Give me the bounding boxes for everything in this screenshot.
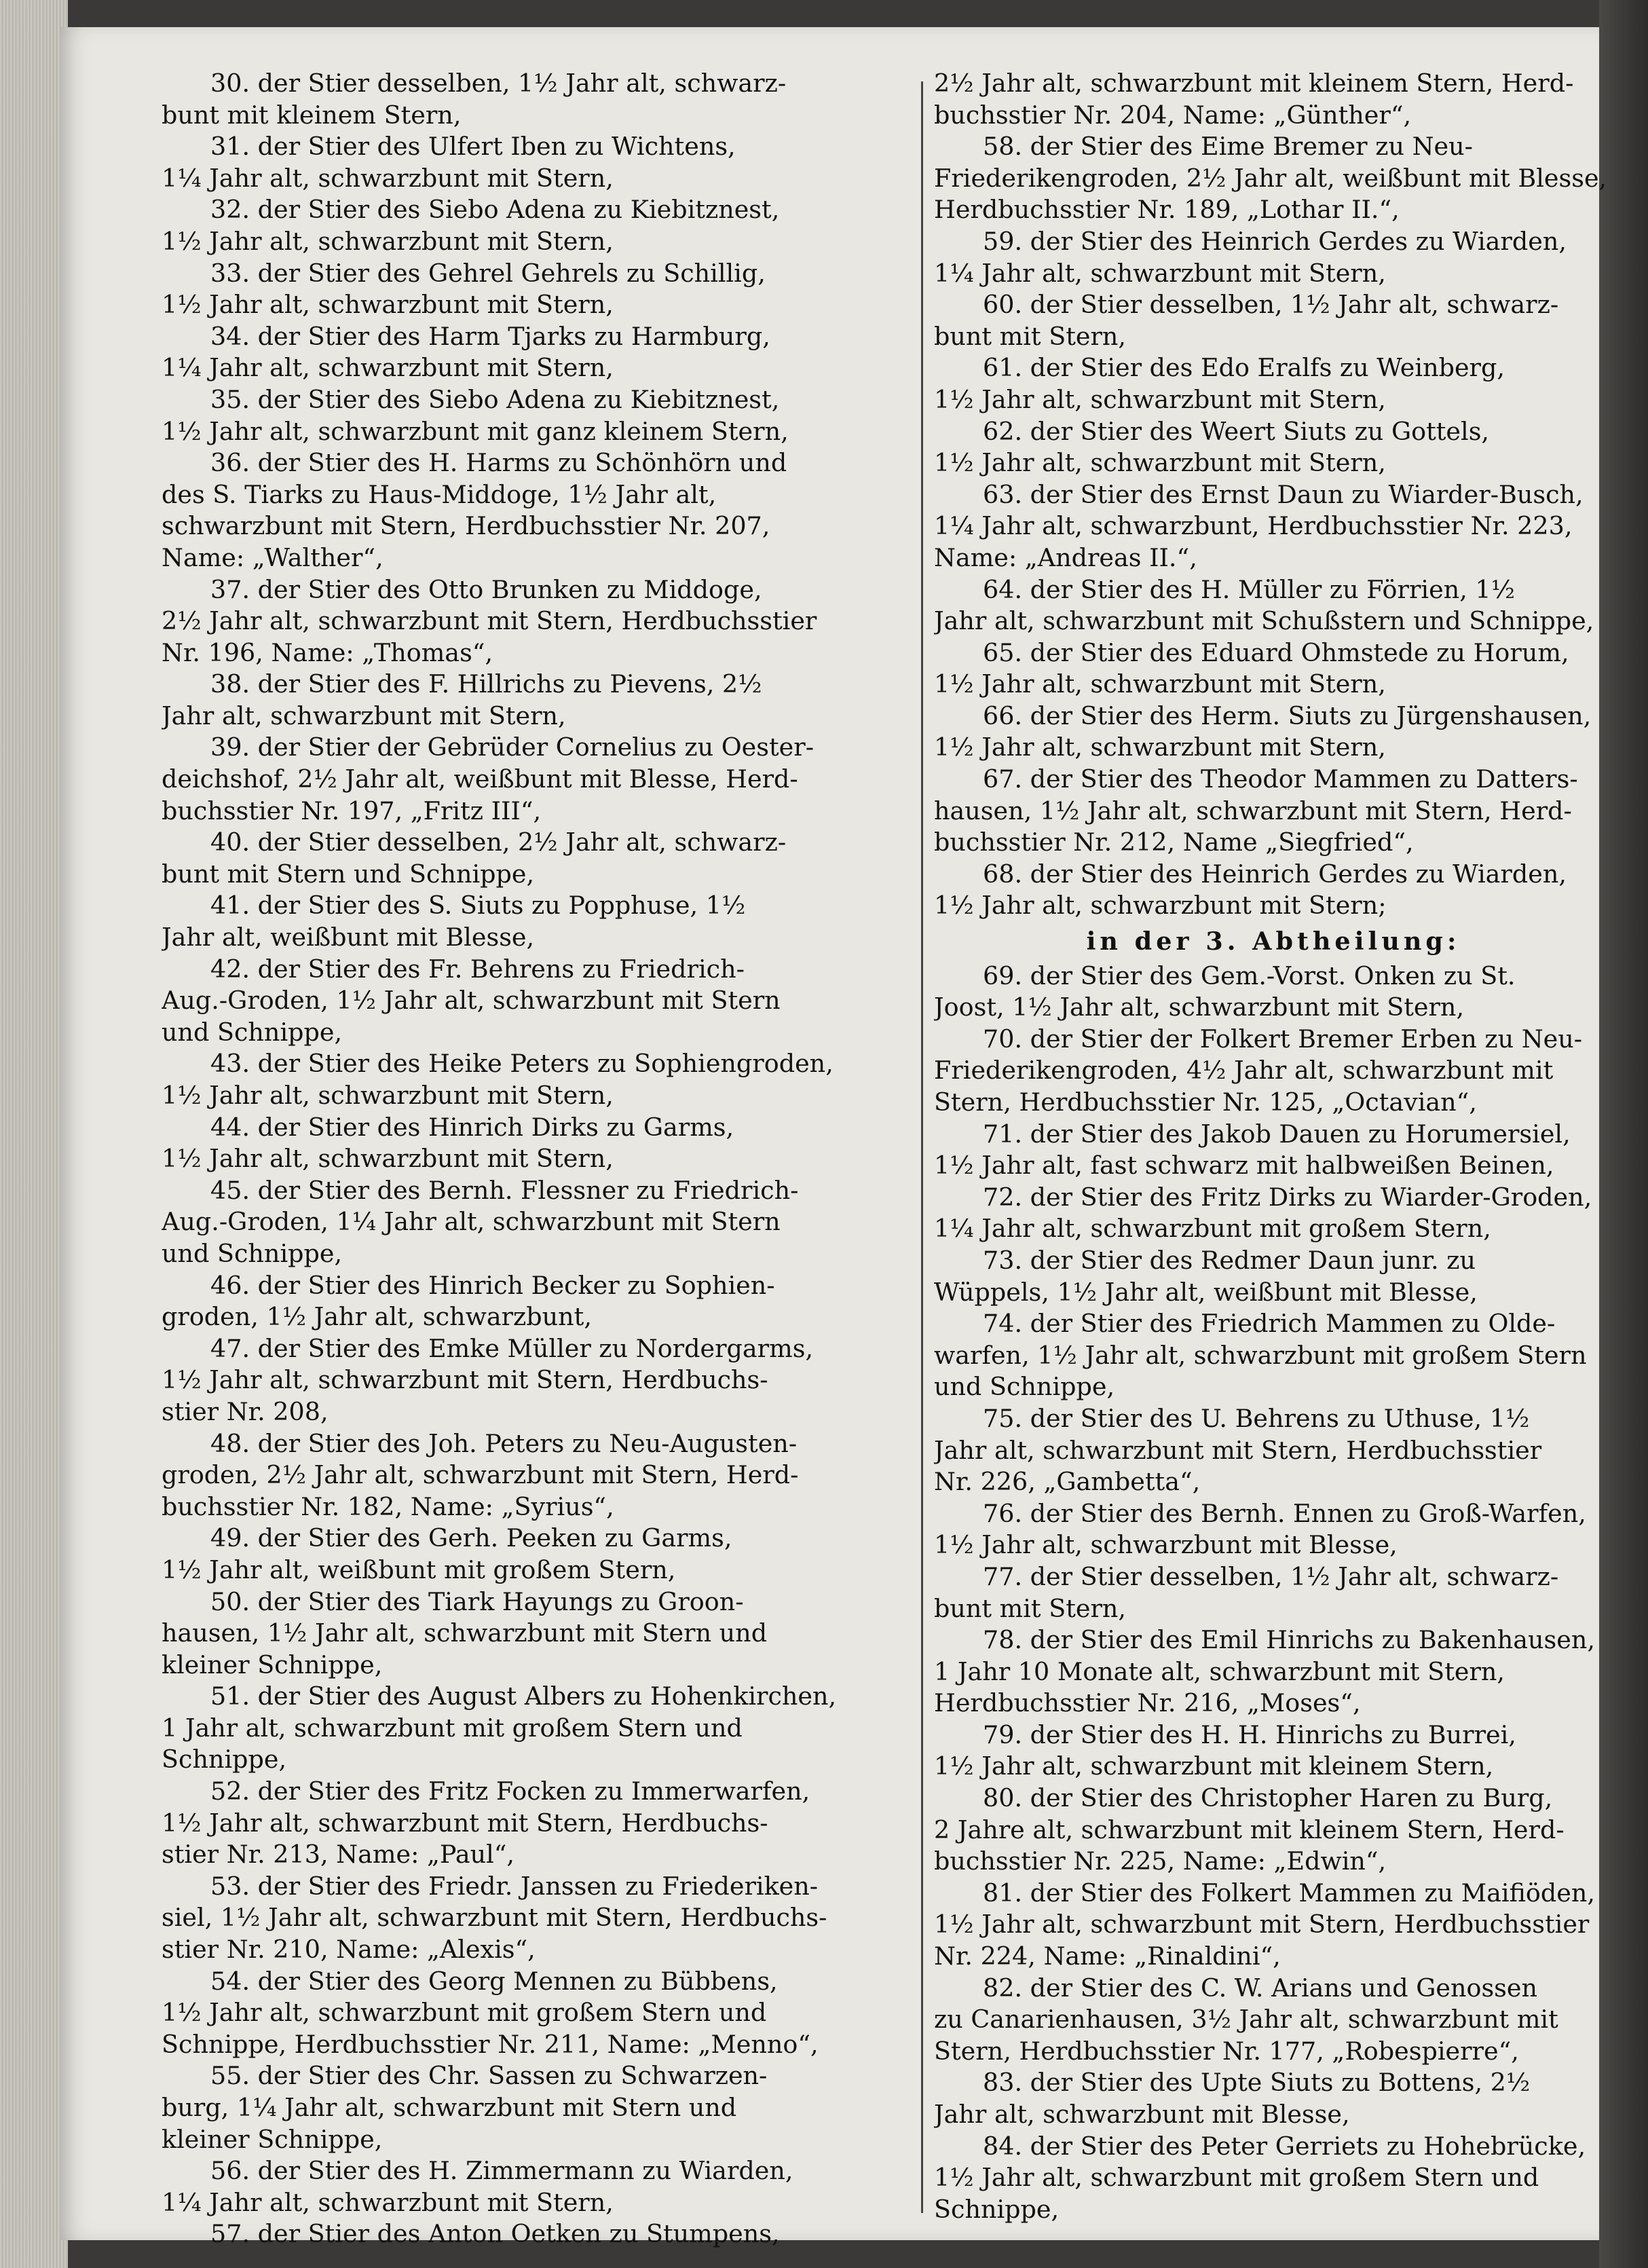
text-line: 55. der Stier des Chr. Sassen zu Schwarzen- bbox=[210, 2061, 768, 2091]
text-line: 1½ Jahr alt, schwarzbunt mit Stern, bbox=[162, 226, 614, 256]
text-line: 34. der Stier des Harm Tjarks zu Harmburg, bbox=[210, 321, 770, 351]
text-line: 51. der Stier des August Albers zu Hohenkirchen, bbox=[210, 1681, 837, 1711]
text-line: 52. der Stier des Fritz Focken zu Immerwarfen, bbox=[210, 1777, 810, 1806]
text-line: 72. der Stier des Fritz Dirks zu Wiarder-Groden, bbox=[983, 1182, 1592, 1212]
text-line: Aug.-Groden, 1¼ Jahr alt, schwarzbunt mit Stern bbox=[162, 1207, 781, 1237]
text-line: deichshof, 2½ Jahr alt, weißbunt mit Blesse, Herd- bbox=[162, 764, 798, 794]
text-line: hausen, 1½ Jahr alt, schwarzbunt mit Stern und bbox=[162, 1618, 768, 1648]
text-line: 1½ Jahr alt, schwarzbunt mit Stern, Herdbuchs- bbox=[162, 1365, 768, 1395]
text-line: groden, 1½ Jahr alt, schwarzbunt, bbox=[162, 1302, 592, 1332]
text-line: 43. der Stier des Heike Peters zu Sophiengroden, bbox=[210, 1049, 834, 1079]
column-divider bbox=[921, 81, 923, 2213]
text-line: bunt mit Stern, bbox=[934, 1593, 1127, 1623]
text-line: Schnippe, bbox=[162, 1745, 287, 1774]
text-line: 59. der Stier des Heinrich Gerdes zu Wiarden, bbox=[983, 226, 1567, 256]
text-line: Schnippe, bbox=[934, 2194, 1060, 2224]
text-line: buchsstier Nr. 182, Name: „Syrius“, bbox=[162, 1491, 614, 1521]
text-line: stier Nr. 213, Name: „Paul“, bbox=[162, 1840, 515, 1870]
text-line: Herdbuchsstier Nr. 216, „Moses“, bbox=[934, 1688, 1361, 1718]
text-line: 1½ Jahr alt, schwarzbunt mit Stern; bbox=[934, 891, 1387, 921]
text-line: 81. der Stier des Folkert Mammen zu Maifiöden, bbox=[983, 1878, 1595, 1908]
text-line: 1½ Jahr alt, schwarzbunt mit kleinem Stern, bbox=[934, 1751, 1494, 1781]
text-line: 82. der Stier des C. W. Arians und Genossen bbox=[983, 1973, 1538, 2003]
text-line: 62. der Stier des Weert Siuts zu Gottels, bbox=[983, 416, 1490, 446]
text-line: bunt mit Stern und Schnippe, bbox=[162, 859, 535, 889]
text-line: 1¼ Jahr alt, schwarzbunt mit großem Stern, bbox=[934, 1214, 1491, 1244]
text-line: hausen, 1½ Jahr alt, schwarzbunt mit Stern, Herd- bbox=[934, 796, 1572, 825]
text-line: 45. der Stier des Bernh. Flessner zu Friedrich- bbox=[210, 1175, 799, 1205]
text-line: 1½ Jahr alt, schwarzbunt mit ganz kleinem Stern, bbox=[162, 416, 789, 446]
text-line: 1½ Jahr alt, schwarzbunt mit Blesse, bbox=[934, 1530, 1398, 1560]
text-line: 44. der Stier des Hinrich Dirks zu Garms, bbox=[210, 1112, 734, 1142]
text-line: Jahr alt, schwarzbunt mit Schußstern und Schnippe, bbox=[934, 606, 1594, 636]
text-line: 83. der Stier des Upte Siuts zu Bottens, 2½ bbox=[983, 2068, 1531, 2098]
text-line: 61. der Stier des Edo Eralfs zu Weinberg, bbox=[983, 353, 1505, 383]
text-line: Jahr alt, schwarzbunt mit Blesse, bbox=[934, 2100, 1350, 2129]
text-line: 32. der Stier des Siebo Adena zu Kiebitznest, bbox=[210, 195, 780, 225]
text-line: 84. der Stier des Peter Gerriets zu Hohebrücke, bbox=[983, 2131, 1586, 2161]
text-line: 76. der Stier des Bernh. Ennen zu Groß-Warfen, bbox=[983, 1498, 1586, 1528]
text-line: 48. der Stier des Joh. Peters zu Neu-Augusten- bbox=[210, 1428, 798, 1458]
text-line: groden, 2½ Jahr alt, schwarzbunt mit Stern, Herd- bbox=[162, 1460, 799, 1490]
text-line: 1 Jahr alt, schwarzbunt mit großem Stern und bbox=[162, 1713, 743, 1743]
text-line: 47. der Stier des Emke Müller zu Nordergarms, bbox=[210, 1333, 814, 1363]
text-line: Jahr alt, schwarzbunt mit Stern, Herdbuchsstier bbox=[934, 1435, 1542, 1465]
text-line: 78. der Stier des Emil Hinrichs zu Bakenhausen, bbox=[983, 1625, 1595, 1655]
book-page-edges bbox=[0, 0, 68, 2268]
text-line: 1¼ Jahr alt, schwarzbunt mit Stern, bbox=[162, 163, 614, 193]
text-line: 37. der Stier des Otto Brunken zu Middoge, bbox=[210, 574, 762, 604]
text-line: 68. der Stier des Heinrich Gerdes zu Wiarden, bbox=[983, 859, 1567, 889]
text-line: 39. der Stier der Gebrüder Cornelius zu Oester- bbox=[210, 732, 814, 762]
text-line: 1½ Jahr alt, schwarzbunt mit Stern, bbox=[162, 290, 614, 320]
text-line: Jahr alt, schwarzbunt mit Stern, bbox=[162, 701, 566, 730]
text-line: 1¼ Jahr alt, schwarzbunt mit Stern, bbox=[934, 258, 1386, 288]
text-line: Aug.-Groden, 1½ Jahr alt, schwarzbunt mit Stern bbox=[162, 986, 781, 1016]
text-line: 63. der Stier des Ernst Daun zu Wiarder-Busch, bbox=[983, 479, 1584, 509]
text-line: 30. der Stier desselben, 1½ Jahr alt, schwarz- bbox=[210, 69, 787, 98]
text-line: 54. der Stier des Georg Mennen zu Bübbens, bbox=[210, 1966, 778, 1996]
text-line: 49. der Stier des Gerh. Peeken zu Garms, bbox=[210, 1523, 732, 1553]
text-line: burg, 1¼ Jahr alt, schwarzbunt mit Stern und bbox=[162, 2093, 737, 2122]
text-line: und Schnippe, bbox=[162, 1017, 343, 1047]
text-line: 67. der Stier des Theodor Mammen zu Datters- bbox=[983, 764, 1578, 794]
text-line: warfen, 1½ Jahr alt, schwarzbunt mit großem Stern bbox=[934, 1340, 1587, 1370]
text-line: buchsstier Nr. 204, Name: „Günther“, bbox=[934, 100, 1412, 130]
text-line: 42. der Stier des Fr. Behrens zu Friedrich- bbox=[210, 954, 745, 984]
text-line: 57. der Stier des Anton Oetken zu Stumpens, bbox=[210, 2219, 780, 2249]
text-line: 1 Jahr 10 Monate alt, schwarzbunt mit Stern, bbox=[934, 1656, 1505, 1686]
text-line: bunt mit Stern, bbox=[934, 321, 1127, 351]
text-line: 38. der Stier des F. Hillrichs zu Pievens, 2½ bbox=[210, 669, 762, 699]
text-line: 64. der Stier des H. Müller zu Förrien, 1½ bbox=[983, 574, 1516, 604]
text-line: schwarzbunt mit Stern, Herdbuchsstier Nr. 207, bbox=[162, 511, 770, 541]
text-line: buchsstier Nr. 212, Name „Siegfried“, bbox=[934, 828, 1414, 857]
right-text-column bbox=[934, 68, 1613, 2225]
right-column-lower-entries bbox=[934, 961, 1613, 2226]
text-line: 40. der Stier desselben, 2½ Jahr alt, schwarz- bbox=[210, 828, 787, 857]
text-line: 50. der Stier des Tiark Hayungs zu Groon- bbox=[210, 1586, 744, 1616]
text-line: bunt mit kleinem Stern, bbox=[162, 100, 462, 130]
text-line: 41. der Stier des S. Siuts zu Popphuse, 1½ bbox=[210, 891, 746, 921]
text-line: 80. der Stier des Christopher Haren zu Burg, bbox=[983, 1783, 1553, 1813]
text-line: 1½ Jahr alt, schwarzbunt mit Stern, bbox=[162, 1081, 614, 1110]
text-line: 35. der Stier des Siebo Adena zu Kiebitznest, bbox=[210, 384, 780, 414]
text-line: 33. der Stier des Gehrel Gehrels zu Schillig, bbox=[210, 258, 766, 288]
text-line: 79. der Stier des H. H. Hinrichs zu Burrei, bbox=[983, 1719, 1516, 1749]
text-line: 69. der Stier des Gem.-Vorst. Onken zu St. bbox=[983, 961, 1516, 990]
text-line: 2½ Jahr alt, schwarzbunt mit Stern, Herdbuchsstier bbox=[162, 606, 817, 636]
text-line: Stern, Herdbuchsstier Nr. 125, „Octavian“, bbox=[934, 1087, 1477, 1117]
text-line: siel, 1½ Jahr alt, schwarzbunt mit Stern, Herdbuchs- bbox=[162, 1903, 827, 1933]
left-text-column bbox=[162, 68, 840, 2250]
text-line: 1½ Jahr alt, schwarzbunt mit Stern, bbox=[934, 669, 1386, 699]
right-column-upper-entries bbox=[934, 68, 1613, 922]
text-line: buchsstier Nr. 197, „Fritz III“, bbox=[162, 796, 542, 825]
text-line: Stern, Herdbuchsstier Nr. 177, „Robespierre“, bbox=[934, 2036, 1519, 2066]
text-line: 73. der Stier des Redmer Daun junr. zu bbox=[983, 1245, 1476, 1275]
text-line: Friederikengroden, 4½ Jahr alt, schwarzbunt mit bbox=[934, 1056, 1554, 1085]
text-line: 1¼ Jahr alt, schwarzbunt mit Stern, bbox=[162, 2187, 614, 2217]
text-line: 65. der Stier des Eduard Ohmstede zu Horum, bbox=[983, 637, 1569, 667]
text-line: Name: „Andreas II.“, bbox=[934, 542, 1197, 572]
text-line: Name: „Walther“, bbox=[162, 542, 383, 572]
text-line: 77. der Stier desselben, 1½ Jahr alt, schwarz- bbox=[983, 1561, 1559, 1591]
text-line: Nr. 226, „Gambetta“, bbox=[934, 1467, 1201, 1497]
text-line: zu Canarienhausen, 3½ Jahr alt, schwarzbunt mit bbox=[934, 2005, 1558, 2034]
text-line: 1¼ Jahr alt, schwarzbunt, Herdbuchsstier Nr. 223, bbox=[934, 511, 1573, 541]
section-heading: in der 3. Abtheilung: bbox=[1086, 927, 1461, 956]
text-line: stier Nr. 208, bbox=[162, 1396, 329, 1426]
text-line: 36. der Stier des H. Harms zu Schönhörn und bbox=[210, 448, 787, 478]
text-line: 1½ Jahr alt, schwarzbunt mit Stern, bbox=[934, 732, 1386, 762]
text-line: Wüppels, 1½ Jahr alt, weißbunt mit Blesse, bbox=[934, 1277, 1478, 1307]
text-line: Friederikengroden, 2½ Jahr alt, weißbunt mit Blesse, bbox=[934, 163, 1607, 193]
text-line: 1½ Jahr alt, weißbunt mit großem Stern, bbox=[162, 1555, 676, 1584]
text-line: buchsstier Nr. 225, Name: „Edwin“, bbox=[934, 1846, 1387, 1876]
text-line: 71. der Stier des Jakob Dauen zu Horumersiel, bbox=[983, 1119, 1571, 1149]
text-line: 1½ Jahr alt, fast schwarz mit halbweißen Beinen, bbox=[934, 1151, 1554, 1181]
text-line: Joost, 1½ Jahr alt, schwarzbunt mit Stern, bbox=[934, 992, 1465, 1022]
text-line: 60. der Stier desselben, 1½ Jahr alt, schwarz- bbox=[983, 290, 1559, 320]
text-line: und Schnippe, bbox=[934, 1372, 1115, 1402]
text-line: Nr. 196, Name: „Thomas“, bbox=[162, 637, 493, 667]
text-line: 58. der Stier des Eime Bremer zu Neu- bbox=[983, 132, 1473, 162]
text-line: 70. der Stier der Folkert Bremer Erben zu Neu- bbox=[983, 1024, 1583, 1054]
text-line: kleiner Schnippe, bbox=[162, 2124, 383, 2154]
text-line: 2½ Jahr alt, schwarzbunt mit kleinem Stern, Herd- bbox=[934, 69, 1574, 98]
text-line: 1½ Jahr alt, schwarzbunt mit Stern, Herdbuchs- bbox=[162, 1808, 768, 1838]
text-line: 1½ Jahr alt, schwarzbunt mit Stern, Herdbuchsstier bbox=[934, 1910, 1590, 1939]
text-line: 56. der Stier des H. Zimmermann zu Wiarden, bbox=[210, 2156, 793, 2186]
text-line: 2 Jahre alt, schwarzbunt mit kleinem Stern, Herd- bbox=[934, 1815, 1565, 1844]
text-line: 31. der Stier des Ulfert Iben zu Wichtens, bbox=[210, 132, 736, 162]
text-line: 1½ Jahr alt, schwarzbunt mit Stern, bbox=[934, 384, 1386, 414]
text-line: 46. der Stier des Hinrich Becker zu Sophien- bbox=[210, 1270, 775, 1300]
text-line: des S. Tiarks zu Haus-Middoge, 1½ Jahr alt, bbox=[162, 479, 717, 509]
text-line: stier Nr. 210, Name: „Alexis“, bbox=[162, 1935, 536, 1965]
text-line: Jahr alt, weißbunt mit Blesse, bbox=[162, 923, 535, 952]
text-line: und Schnippe, bbox=[162, 1238, 343, 1268]
text-line: 74. der Stier des Friedrich Mammen zu Olde- bbox=[983, 1309, 1556, 1339]
text-line: 1¼ Jahr alt, schwarzbunt mit Stern, bbox=[162, 353, 614, 383]
text-line: 75. der Stier des U. Behrens zu Uthuse, 1½ bbox=[983, 1403, 1530, 1433]
text-line: Herdbuchsstier Nr. 189, „Lothar II.“, bbox=[934, 195, 1400, 225]
text-line: 1½ Jahr alt, schwarzbunt mit Stern, bbox=[162, 1144, 614, 1174]
text-line: Schnippe, Herdbuchsstier Nr. 211, Name: „Menno“, bbox=[162, 2029, 819, 2059]
text-line: 1½ Jahr alt, schwarzbunt mit Stern, bbox=[934, 448, 1386, 478]
text-line: 66. der Stier des Herm. Siuts zu Jürgenshausen, bbox=[983, 701, 1592, 730]
text-line: kleiner Schnippe, bbox=[162, 1650, 383, 1679]
text-line: Nr. 224, Name: „Rinaldini“, bbox=[934, 1941, 1281, 1971]
text-line: 53. der Stier des Friedr. Janssen zu Friederiken- bbox=[210, 1871, 819, 1901]
text-line: 1½ Jahr alt, schwarzbunt mit großem Stern und bbox=[934, 2163, 1539, 2193]
text-line: 1½ Jahr alt, schwarzbunt mit großem Stern und bbox=[162, 1998, 767, 2028]
